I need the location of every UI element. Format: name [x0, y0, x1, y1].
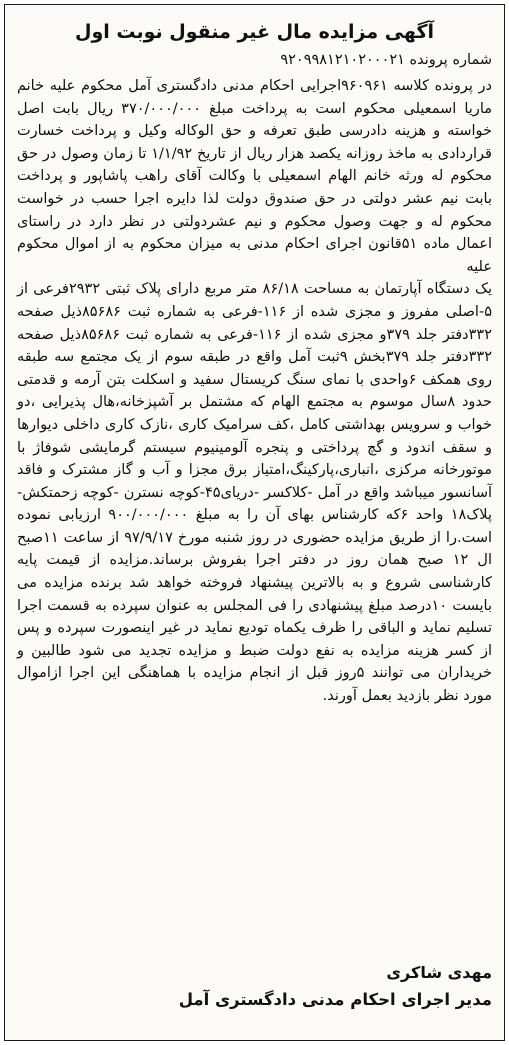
notice-title: آگهی مزایده مال غیر منقول نوبت اول: [74, 21, 435, 43]
signer-title: مدیر اجرای احکام مدنی دادگستری آمل: [178, 990, 492, 1009]
notice-body: [17, 75, 492, 708]
judgment-paragraph: در پرونده کلاسه ۹۶۰۹۶۱اجرایی احکام مدنی دادگستری آمل محکوم علیه خانم ماریا اسمعیلی محکوم است به پرداخت مبلغ ۳۷۰/۰۰۰/۰۰۰ ریال بابت اصل خواسته و هزینه دادرسی طبق تعرفه و حق الوکاله وکیل و پرداخت خسارت قراردادی به ماخذ روزانه یکصد هزار ریال از تاریخ ۱/۱/۹۲ تا زمان وصول در حق محکوم له ورثه خانم الهام اسمعیلی با وکالت آقای راهب پاشاپور و پرداخت بابت نیم عشر دولتی در حق صندوق دولت لذا دایره اجرا حسب در خواست محکوم له و جهت وصول محکوم و نیم عشردولتی در نظر دارد در راستای اعمال ماده ۵۱قانون اجرای احکام مدنی به میزان محکوم به از اموال محکوم علیه: [17, 78, 492, 275]
signature-block: [17, 960, 492, 1014]
file-number: شماره پرونده ۹۲۰۹۹۸۱۲۱۰۲۰۰۰۲۱: [280, 52, 492, 68]
auction-notice: [4, 4, 505, 1041]
signer-name: مهدی شاکری: [386, 963, 492, 982]
property-description-paragraph: یک دستگاه آپارتمان به مساحت ۸۶/۱۸ متر مربع دارای پلاک ثبتی ۲۹۳۲فرعی از ۵-اصلی مفروز و مجزی شده از ۱۱۶-فرعی به شماره ثبت ۸۵۶۸۶ذیل صفحه ۳۳۲دفتر جلد ۳۷۹و مجزی شده از ۱۱۶-فرعی به شماره ثبت ۸۵۶۸۶ذیل صفحه ۳۳۲دفتر جلد ۳۷۹بخش ۹ثبت آمل واقع در طبقه سوم از یک مجتمع سه طبقه روی همکف ۶واحدی با نمای سنگ کریستال سفید و اسکلت بتن آرمه و قدمتی حدود ۸سال موسوم به مجتمع الهام که مشتمل بر آشپزخانه،هال پذیرایی ،دو خواب و سرویس بهداشتی کامل ،کف سرامیک کاری ،نازک کاری داخلی دیوارها و سقف اندود و گچ پرداختی و پنجره آلومینیوم سیستم گرمایشی شوفاژ با موتورخانه مرکزی ،انباری،پارکینگ،امتیاز برق مجزا و آب و گاز مشترک و فاقد آسانسور میباشد واقع در آمل -کلاکسر -دریای۴۵-کوچه نسترن -کوچه زحمتکش-پلاک۱۸ واحد ۶که کارشناس بهای آن را به مبلغ ۹۰۰/۰۰۰/۰۰۰ ارزیابی نموده است.را از طریق مزایده حضوری در روز شنبه مورخ ۹۷/۹/۱۷ از ساعت ۱۱صبح ال ۱۲ صبح همان روز در دفتر اجرا بفروش برساند.مزایده از قیمت پایه کارشناسی شروع و به بالاترین پیشنهاد فروخته خواهد شد برنده مزایده می بایست ۱۰درصد مبلغ پیشنهادی را فی المجلس به عنوان سپرده به قسمت اجرا تسلیم نماید و الباقی را ظرف یکماه تودیع نماید در غیر اینصورت سپرده و پس از کسر هزینه مزایده به نفع دولت ضبط و مزایده تجدید می شود طالبین و خریداران می توانند ۵روز قبل از انجام مزایده با هماهنگی این اجرا ازاموال مورد نظر بازدید بعمل آورند.: [17, 281, 493, 705]
